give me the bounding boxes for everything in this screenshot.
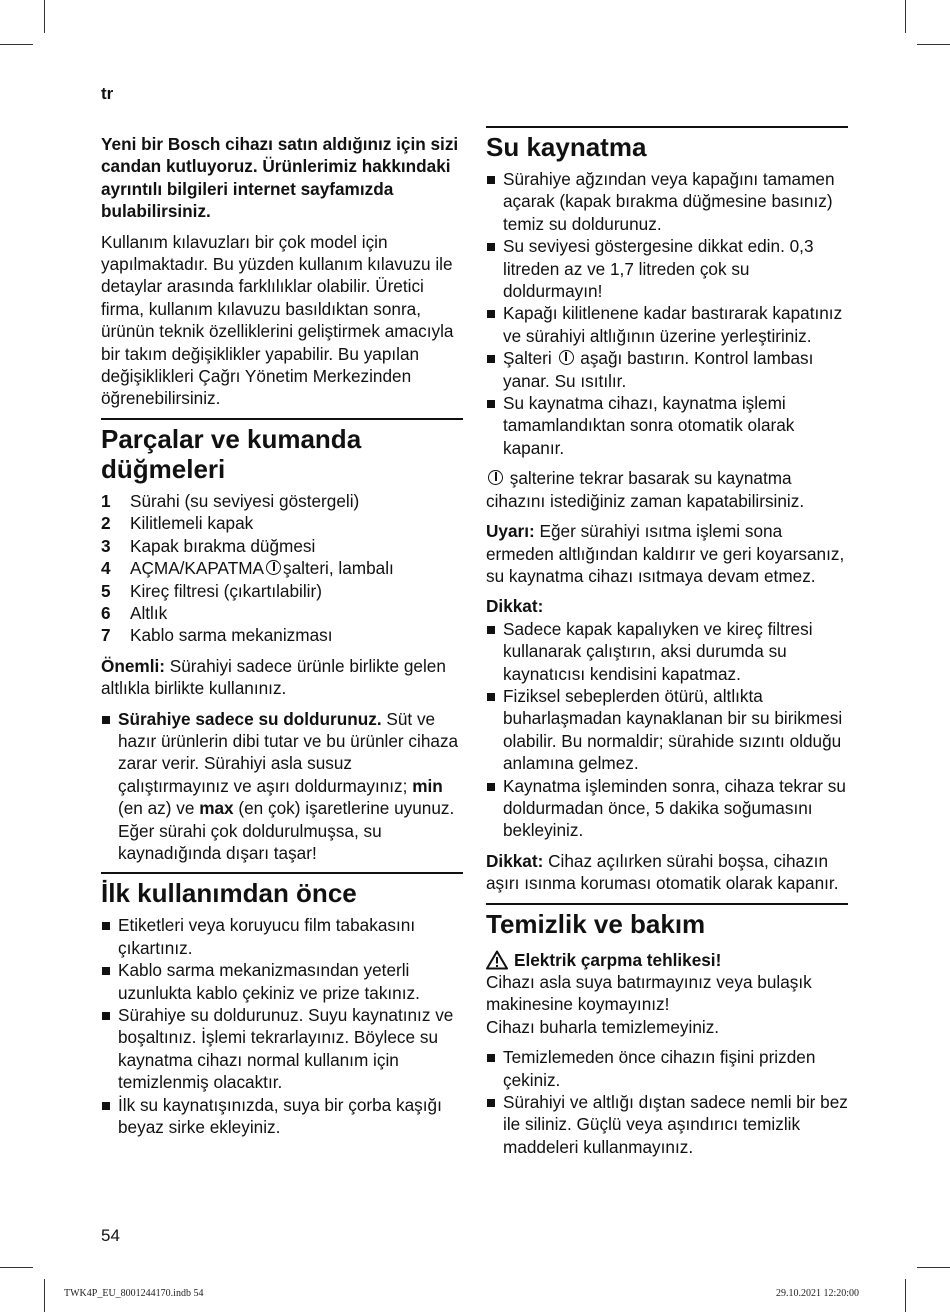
list-item: Temizlemeden önce cihazın fişini prizden çekiniz. bbox=[486, 1046, 848, 1091]
footer-file: TWK4P_EU_8001244170.indb 54 bbox=[64, 1288, 204, 1299]
page-number: 54 bbox=[101, 1226, 120, 1245]
list-item: 5 Kireç filtresi (çıkartılabilir) bbox=[101, 580, 322, 601]
list-item: Sadece kapak kapalıyken ve kireç filtresi kullanarak çalıştırın, aksi durumda su kaynatıcısı kendisini kapatmaz. bbox=[486, 618, 848, 685]
switch-note: şalterine tekrar basarak su kaynatma cihazını istediğiniz zaman kapatabilirsiniz. bbox=[486, 468, 805, 511]
first-use-heading: İlk kullanımdan önce bbox=[101, 872, 463, 908]
warning-note: Uyarı: Eğer sürahiyi ısıtma işlemi sona ermeden altlığından kaldırır ve geri koyarsanız, su kaynatma cihazı ısıtmaya devam etmez. bbox=[486, 521, 845, 586]
crop-mark bbox=[0, 44, 33, 45]
footer-datetime: 29.10.2021 12:20:00 bbox=[776, 1288, 860, 1299]
power-icon bbox=[266, 560, 281, 575]
shock-warning-text: Cihazı asla suya batırmayınız veya bulaşık makinesine koymayınız! bbox=[486, 972, 812, 1015]
shock-warning-title: Elektrik çarpma tehlikesi! bbox=[486, 949, 848, 971]
important-note: Önemli: Sürahiyi sadece ürünle birlikte gelen altlıkla birlikte kullanınız. bbox=[101, 655, 446, 699]
crop-mark bbox=[0, 1267, 33, 1268]
crop-mark bbox=[905, 0, 906, 33]
caution-list bbox=[486, 618, 848, 842]
crop-mark bbox=[917, 44, 950, 45]
list-item: 4 AÇMA/KAPATMA şalteri, lambalı bbox=[101, 558, 394, 579]
list-item: Sürahiye ağzından veya kapağını tamamen açarak (kapak bırakma düğmesine basınız) temiz su doldurunuz. bbox=[486, 168, 848, 235]
caution-label: Dikkat: bbox=[486, 596, 544, 617]
list-item: Kapağı kilitlenene kadar bastırarak kapatınız ve sürahiyi altlığının üzerine yerleştiriniz. bbox=[486, 302, 848, 347]
boil-steps bbox=[486, 168, 848, 459]
list-item: Su seviyesi göstergesine dikkat edin. 0,3 litreden az ve 1,7 litreden çok su doldurmayın! bbox=[486, 235, 848, 302]
intro-text: Yeni bir Bosch cihazı satın aldığınız için sizi candan kutluyoruz. Ürünlerimiz hakkındaki ayrıntılı bilgileri internet sayfamızda bulabilirsiniz. bbox=[101, 134, 459, 222]
list-item: 2 Kilitlemeli kapak bbox=[101, 513, 254, 534]
power-icon bbox=[488, 470, 503, 485]
crop-mark bbox=[917, 1267, 950, 1268]
list-item: 6 Altlık bbox=[101, 602, 168, 623]
list-item: 3 Kapak bırakma düğmesi bbox=[101, 535, 316, 556]
warning-triangle-icon bbox=[486, 950, 508, 970]
steam-warning-text: Cihazı buharla temizlemeyiniz. bbox=[486, 1016, 720, 1037]
boil-heading: Su kaynatma bbox=[486, 126, 848, 162]
list-item: Kaynatma işleminden sonra, cihaza tekrar su doldurmadan önce, 5 dakika soğumasını bekleyiniz. bbox=[486, 775, 848, 842]
list-item: 1 Sürahi (su seviyesi göstergeli) bbox=[101, 490, 360, 511]
power-icon bbox=[559, 350, 574, 365]
crop-mark bbox=[44, 0, 45, 33]
left-column bbox=[101, 133, 463, 1146]
list-item: 7 Kablo sarma mekanizması bbox=[101, 625, 333, 646]
cleaning-list bbox=[486, 1046, 848, 1158]
cleaning-heading: Temizlik ve bakım bbox=[486, 903, 848, 939]
fill-list bbox=[101, 708, 463, 865]
list-item: Şalteri aşağı bastırın. Kontrol lambası yanar. Su ısıtılır. bbox=[486, 347, 848, 392]
list-item: Su kaynatma cihazı, kaynatma işlemi tamamlandıktan sonra otomatik olarak kapanır. bbox=[486, 392, 848, 459]
right-column bbox=[486, 126, 848, 1166]
list-item: Sürahiye sadece su doldurunuz. Süt ve hazır ürünlerin dibi tutar ve bu ürünler cihaza zarar verir. Sürahiyi asla susuz çalıştırmayınız ve aşırı doldurmayınız; min (en az) ve max (en çok) işaretlerine uyunuz. Eğer sürahi çok doldurulmuşsa, su kaynadığında dışarı taşar! bbox=[101, 708, 463, 865]
list-item: Sürahiyi ve altlığı dıştan sadece nemli bir bez ile siliniz. Güçlü veya aşındırıcı temizlik maddeleri kullanmayınız. bbox=[486, 1091, 848, 1158]
caution-note: Dikkat: Cihaz açılırken sürahi boşsa, cihazın aşırı ısınma koruması otomatik olarak kapanır. bbox=[486, 850, 839, 894]
crop-mark bbox=[905, 1279, 906, 1312]
first-use-list bbox=[101, 914, 463, 1138]
crop-mark bbox=[44, 1279, 45, 1312]
list-item: Kablo sarma mekanizmasından yeterli uzunlukta kablo çekiniz ve prize takınız. bbox=[101, 959, 463, 1004]
manual-note: Kullanım kılavuzları bir çok model için yapılmaktadır. Bu yüzden kullanım kılavuzu ile detaylar arasında farklılıklar olabilir. Üretici firma, kullanım kılavuzu basıldıktan sonra, ürünün teknik özelliklerini geliştirmek amacıyla bir takım değişiklikler yapabilir. Bu yapılan değişiklikleri Çağrı Yönetim Merkezinden öğrenebilirsiniz. bbox=[101, 231, 454, 409]
language-code: tr bbox=[101, 84, 114, 103]
list-item: İlk su kaynatışınızda, suya bir çorba kaşığı beyaz sirke ekleyiniz. bbox=[101, 1094, 463, 1139]
list-item: Sürahiye su doldurunuz. Suyu kaynatınız ve boşaltınız. İşlemi tekrarlayınız. Böylece su kaynatma cihazı normal kullanım için temizlenmiş olacaktır. bbox=[101, 1004, 463, 1094]
list-item: Etiketleri veya koruyucu film tabakasını çıkartınız. bbox=[101, 914, 463, 959]
parts-heading: Parçalar ve kumanda düğmeleri bbox=[101, 418, 463, 484]
parts-list bbox=[101, 490, 463, 647]
list-item: Fiziksel sebeplerden ötürü, altlıkta buharlaşmadan kaynaklanan bir su birikmesi olabilir. Bu normaldir; sürahide sızıntı olduğu anlamına gelmez. bbox=[486, 685, 848, 775]
